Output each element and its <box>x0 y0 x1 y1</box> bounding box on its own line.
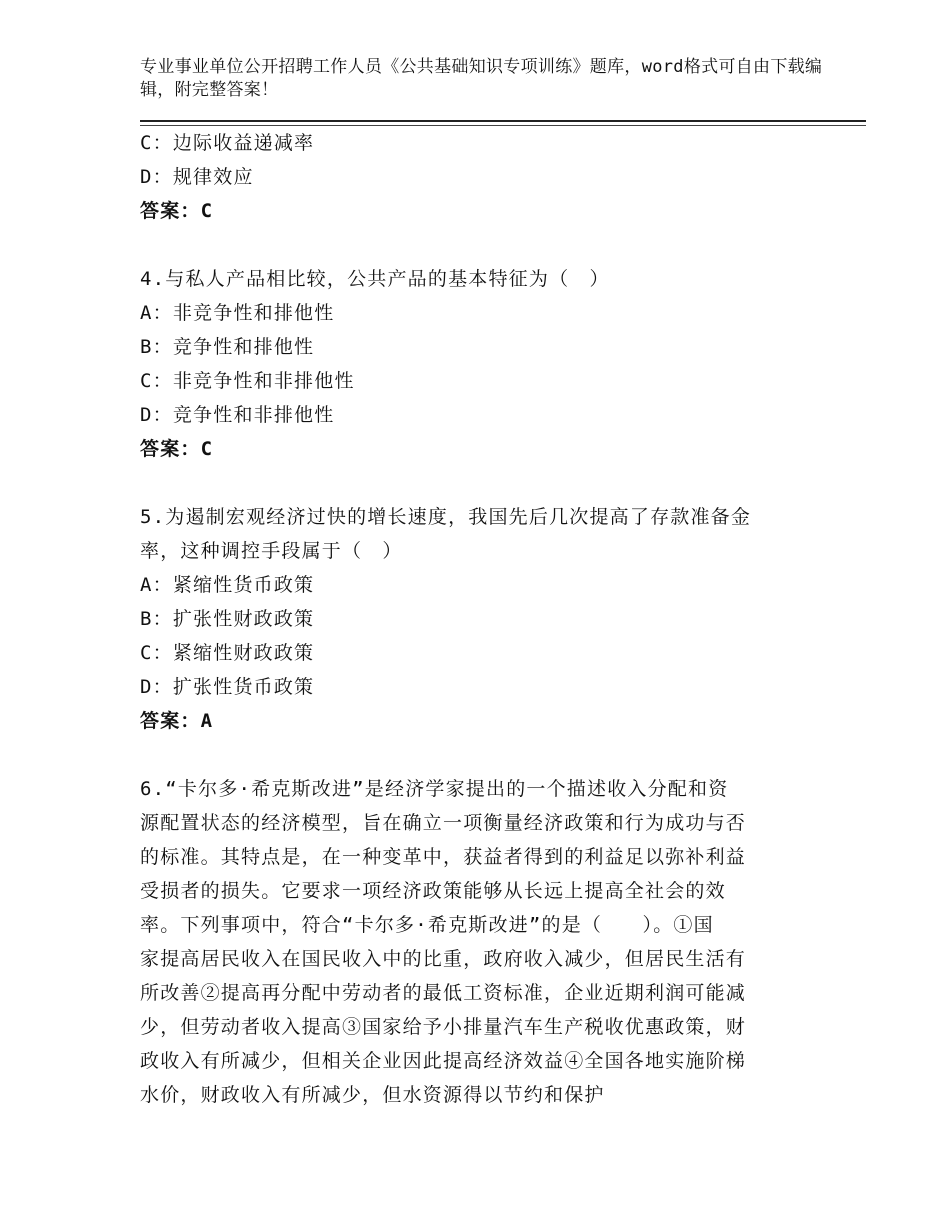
question-4 <box>140 262 810 466</box>
document-body <box>140 126 810 1112</box>
question-stem-line: 少，但劳动者收入提高③国家给予小排量汽车生产税收优惠政策，财 <box>140 1016 747 1038</box>
option-d: D：扩张性货币政策 <box>140 676 315 698</box>
question-stem: 4.与私人产品相比较，公共产品的基本特征为（ ） <box>140 268 610 290</box>
question-5 <box>140 500 810 738</box>
question-stem-line: 的标准。其特点是，在一种变革中，获益者得到的利益足以弥补利益 <box>140 846 747 868</box>
header-rule-thick <box>140 120 866 122</box>
option-d: D：竞争性和非排他性 <box>140 404 335 426</box>
option-c: C：边际收益递减率 <box>140 132 315 154</box>
option-c: C：非竞争性和非排他性 <box>140 370 355 392</box>
question-stem-line: 水价，财政收入有所减少，但水资源得以节约和保护 <box>140 1084 605 1106</box>
question-stem-line: 率。下列事项中，符合“卡尔多·希克斯改进”的是（ ）。①国 <box>140 914 714 936</box>
question-stem-line: 源配置状态的经济模型，旨在确立一项衡量经济政策和行为成功与否 <box>140 812 747 834</box>
option-a: A：紧缩性货币政策 <box>140 574 315 596</box>
option-a: A：非竞争性和排他性 <box>140 302 335 324</box>
question-stem-line: 政收入有所减少，但相关企业因此提高经济效益④全国各地实施阶梯 <box>140 1050 747 1072</box>
question-3-continued <box>140 126 810 228</box>
header-text: 专业事业单位公开招聘工作人员《公共基础知识专项训练》题库，word格式可自由下载编辑，附完整答案！ <box>140 57 823 100</box>
option-b: B：扩张性财政政策 <box>140 608 315 630</box>
option-d: D：规律效应 <box>140 166 254 188</box>
answer: 答案：A <box>140 710 214 732</box>
spacer <box>140 228 810 262</box>
question-stem-line: 所改善②提高再分配中劳动者的最低工资标准，企业近期利润可能减 <box>140 982 747 1004</box>
question-stem-line: 率，这种调控手段属于（ ） <box>140 540 403 562</box>
question-stem-line: 5.为遏制宏观经济过快的增长速度，我国先后几次提高了存款准备金 <box>140 506 752 528</box>
answer: 答案：C <box>140 438 214 460</box>
spacer <box>140 738 810 772</box>
page-header <box>140 56 840 102</box>
question-stem-line: 家提高居民收入在国民收入中的比重，政府收入减少，但居民生活有 <box>140 948 747 970</box>
option-b: B：竞争性和排他性 <box>140 336 315 358</box>
question-stem-line: 受损者的损失。它要求一项经济政策能够从长远上提高全社会的效 <box>140 880 726 902</box>
question-stem-line: 6.“卡尔多·希克斯改进”是经济学家提出的一个描述收入分配和资 <box>140 778 729 800</box>
option-c: C：紧缩性财政政策 <box>140 642 315 664</box>
answer: 答案：C <box>140 200 214 222</box>
spacer <box>140 466 810 500</box>
question-6 <box>140 772 810 1112</box>
